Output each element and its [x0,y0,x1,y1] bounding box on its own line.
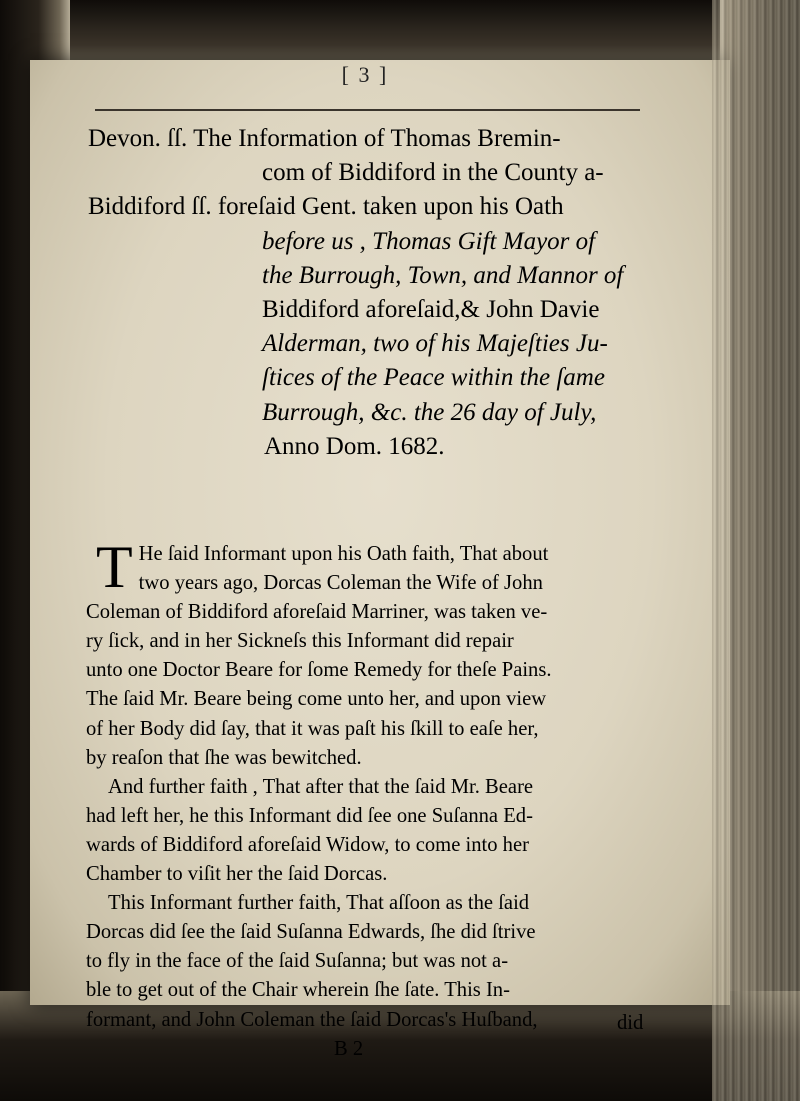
catchword: did [617,1012,644,1034]
facing-page-edge [712,0,800,1101]
body-line: wards of Biddiford aforeſaid Widow, to come into her [86,833,529,856]
heading-line: Biddiford aforeſaid,& John Davie [262,296,600,324]
heading-line: Biddiford ſſ. foreſaid Gent. taken upon his Oath [88,193,564,221]
body-line: formant, and John Coleman the ſaid Dorcas's Huſband, [86,1008,538,1031]
heading-line: Devon. ſſ. The Information of Thomas Bremin- [88,125,561,152]
signature-mark: B 2 [334,1037,364,1060]
body-line: Chamber to viſit her the ſaid Dorcas. [86,863,388,886]
drop-cap: T [96,534,133,600]
page-number: [ 3 ] [341,62,389,87]
heading-line: Burrough, &c. the 26 day of July, [262,398,597,426]
body-line: He ſaid Informant upon his Oath faith, That about [138,543,549,565]
body-line: And further faith , That after that the ſaid Mr. Beare [108,775,534,798]
body-line: unto one Doctor Beare for ſome Remedy for theſe Pains. [86,659,552,682]
body-line: of her Body did ſay, that it was paſt his ſkill to eaſe her, [86,717,539,740]
heading-line: ſtices of the Peace within the ſame [262,364,605,392]
body-line: Dorcas did ſee the ſaid Suſanna Edwards, ſhe did ſtrive [86,921,536,944]
body-line: ry ſick, and in her Sickneſs this Informant did repair [86,630,514,653]
body-line: two years ago, Dorcas Coleman the Wife of John [138,572,543,595]
heading-line: the Burrough, Town, and Mannor of [262,261,624,289]
heading [88,122,678,464]
body-line: by reaſon that ſhe was bewitched. [86,746,362,769]
heading-line: Alderman, two of his Majeſties Ju- [262,330,608,358]
heading-line: Anno Dom. 1682. [264,432,445,460]
heading-line: before us , Thomas Gift Mayor of [262,227,596,255]
header-rule [95,109,640,111]
body-line: This Informant further faith, That aſſoon as the ſaid [108,892,530,915]
heading-line: com of Biddiford in the County a- [262,159,604,187]
body-text [86,534,686,1064]
body-line: Coleman of Biddiford aforeſaid Marriner, was taken ve- [86,601,548,624]
body-line: to fly in the face of the ſaid Suſanna; but was not a- [86,950,509,973]
body-line: ble to get out of the Chair wherein ſhe ſate. This In- [86,979,510,1002]
body-line: The ſaid Mr. Beare being come unto her, and upon view [86,688,547,711]
body-line: had left her, he this Informant did ſee one Suſanna Ed- [86,804,533,827]
